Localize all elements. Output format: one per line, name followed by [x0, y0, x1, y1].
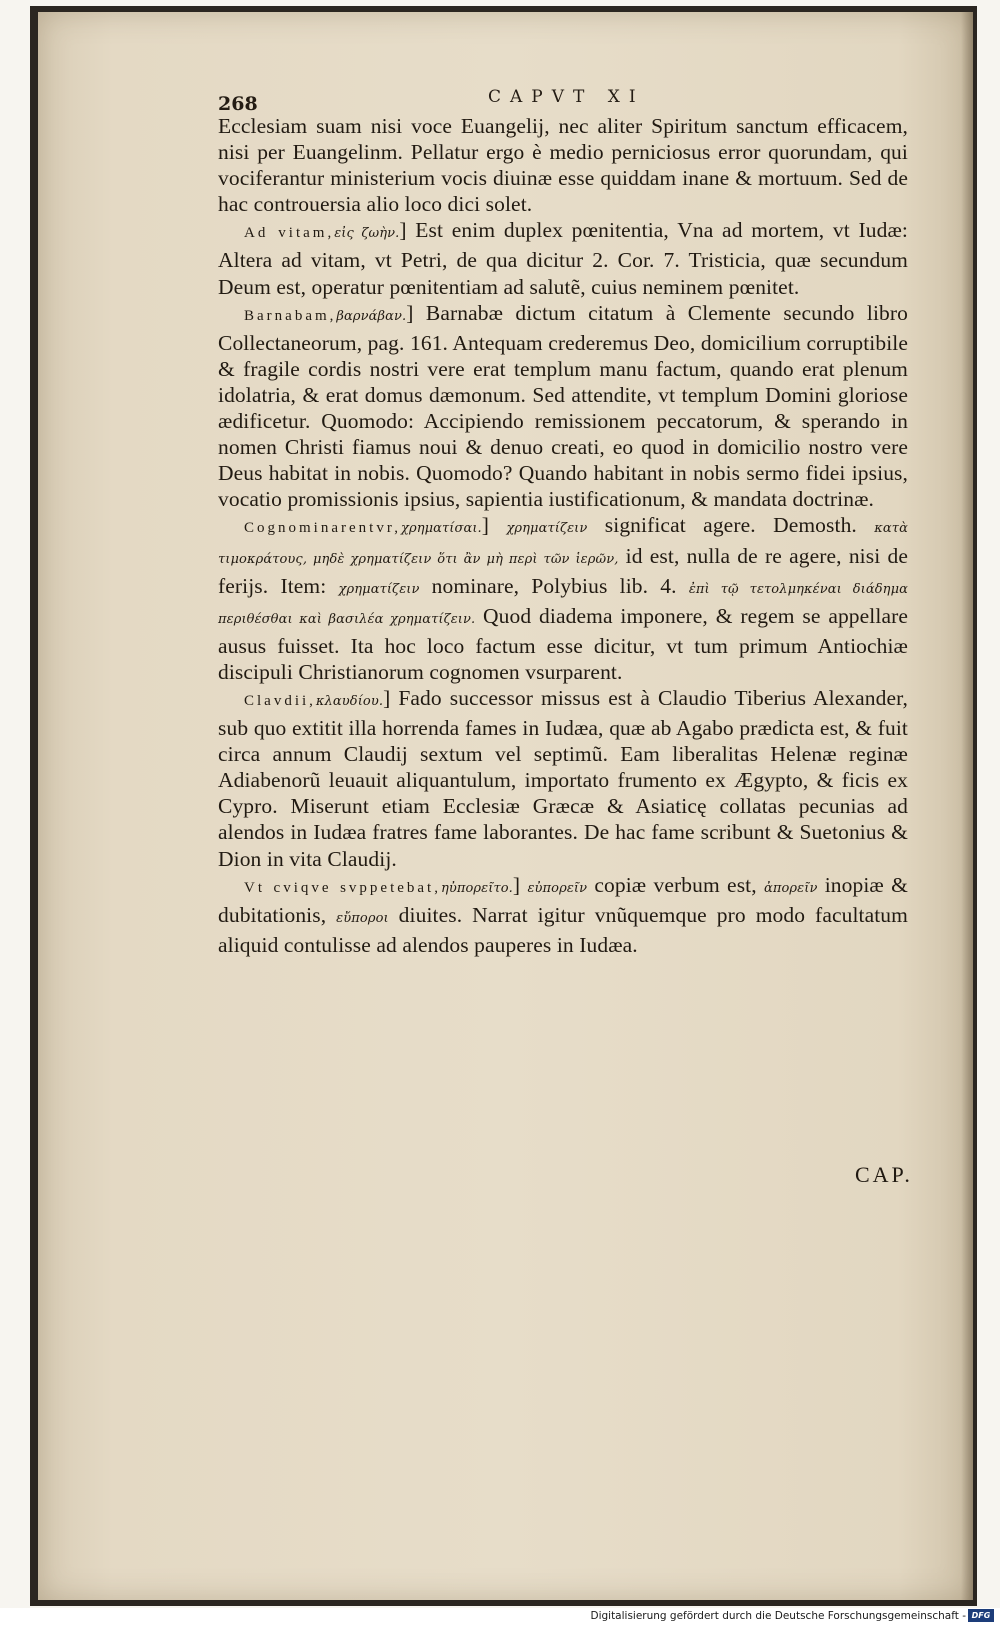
greek-term: εἰς ζωὴν.	[334, 226, 400, 242]
greek-term: χρηματίζειν	[338, 581, 420, 597]
commentary-text	[218, 113, 908, 958]
dfg-logo: DFG	[968, 1609, 994, 1622]
paragraph-text: ] Est enim duplex pœnitentia, Vna ad mortem, vt Iudæ: Altera ad vitam, vt Petri, de qua dicitur 2. Cor. 7. Tristicia, quæ secundum Deum est, operatur pœnitentiam ad salutẽ, cuius neminem pœnitet.	[218, 218, 908, 299]
paragraph-text: significat agere. Demosth.	[587, 513, 875, 538]
catchword: CAP.	[855, 1162, 913, 1187]
paragraph-text: id est, nulla de re agere, nisi de ferijs. Item:	[218, 543, 908, 598]
paragraph-text: ]	[481, 513, 507, 538]
paragraph-cognominarentur	[218, 512, 908, 685]
paragraph-claudii	[218, 685, 908, 872]
paragraph-text: nominare, Polybius lib. 4.	[419, 573, 689, 598]
paragraph-text: Quod diadema imponere, & regem se appellare ausus fuisset. Ita hoc loco factum esse dicitur, vt tum primum Antiochiæ discipuli Christianorum cognomen vsurparent.	[218, 603, 908, 684]
footer-credit: Digitalisierung gefördert durch die Deutsche Forschungsgemeinschaft -	[590, 1610, 966, 1622]
paragraph-vt-cuique	[218, 872, 908, 958]
paragraph-barnabam	[218, 300, 908, 513]
paragraph-intro: Ecclesiam suam nisi voce Euangelij, nec aliter Spiritum sanctum efficacem, nisi per Euangelinm. Pellatur ergo è medio perniciosus error quorundam, qui vociferantur ministerium vocis diuinæ esse quiddam inane & mortuum. Sed de hac controuersia alio loco dici solet.	[218, 114, 908, 217]
greek-quotation: κατὰ τιμοκράτους, μηδὲ χρηματίζειν ὅτι ἂν μὴ περὶ τῶν ἱερῶν,	[218, 521, 908, 567]
spine-shadow	[961, 12, 973, 1600]
paragraph-text: ]	[512, 872, 528, 897]
lemma: Clavdii,	[244, 692, 316, 709]
greek-term: εὔποροι	[336, 910, 389, 926]
greek-term: εὐπορεῖν	[527, 880, 588, 896]
lemma: Cognominarentvr,	[244, 520, 401, 537]
paragraph-text: ] Fado successor missus est à Claudio Tiberius Alexander, sub quo extitit illa horrenda fames in Iudæa, quæ ab Agabo prædicta est, & fuit circa annum Claudij sextum vel septimũ. Eam liberalitas Helenæ reginæ Adiabenorũ leuauit aliquantulum, importato frumento ex Ægypto, & ficis ex Cypro. Miserunt etiam Ecclesiæ Græcæ & Asiaticę collatas pecunias ad alendos in Iudæa fratres fame laborantes. De hac fame scribunt & Suetonius & Dion in vita Claudij.	[218, 685, 908, 871]
paragraph-text: copiæ verbum est,	[587, 872, 764, 897]
greek-term: βαρνάβαν.	[336, 308, 407, 324]
paragraph-text: diuites. Narrat igitur vnũquemque pro modo facultatum aliquid contulisse ad alendos pauperes in Iudæa.	[218, 902, 908, 957]
greek-term: ἀπορεῖν	[763, 880, 818, 896]
greek-term: χρηματίζειν	[506, 521, 588, 537]
paragraph-text: inopiæ & dubitationis,	[218, 872, 908, 927]
page-number: 268	[218, 93, 258, 115]
greek-term: χρηματίσαι.	[400, 521, 482, 537]
greek-term: ηὐπορεῖτο.	[440, 880, 513, 896]
greek-term: κλαυδίου.	[315, 693, 384, 709]
lemma: Ad vitam,	[244, 225, 335, 242]
chapter-title: CAPVT XI	[488, 87, 645, 107]
paragraph-ad-vitam	[218, 217, 908, 299]
lemma: Barnabam,	[244, 307, 337, 324]
paragraph-text: ] Barnabæ dictum citatum à Clemente secundo libro Collectaneorum, pag. 161. Antequam crederemus Deo, domicilium corruptibile & fragile cordis nostri vere erat templum manu factum, quando erat plenum idolatria, & erat domus dæmonum. Sed attendite, vt templum Domini gloriose ædificetur. Quomodo: Accipiendo remissionem peccatorum, & sperando in nomen Christi fiamus noui & denuo creati, eo quod in domicilio nostro vere Deus habitat in nobis. Quomodo? Quando habitant in nobis sermo fidei ipsius, vocatio promissionis ipsius, sapientia iustificationum, & mandata doctrinæ.	[218, 300, 908, 512]
greek-quotation: ἐπὶ τῷ τετολμηκέναι διάδημα περιθέσθαι καὶ βασιλέα χρηματίζειν.	[218, 581, 908, 627]
lemma: Vt cviqve svppetebat,	[244, 879, 441, 896]
running-head	[218, 85, 908, 115]
